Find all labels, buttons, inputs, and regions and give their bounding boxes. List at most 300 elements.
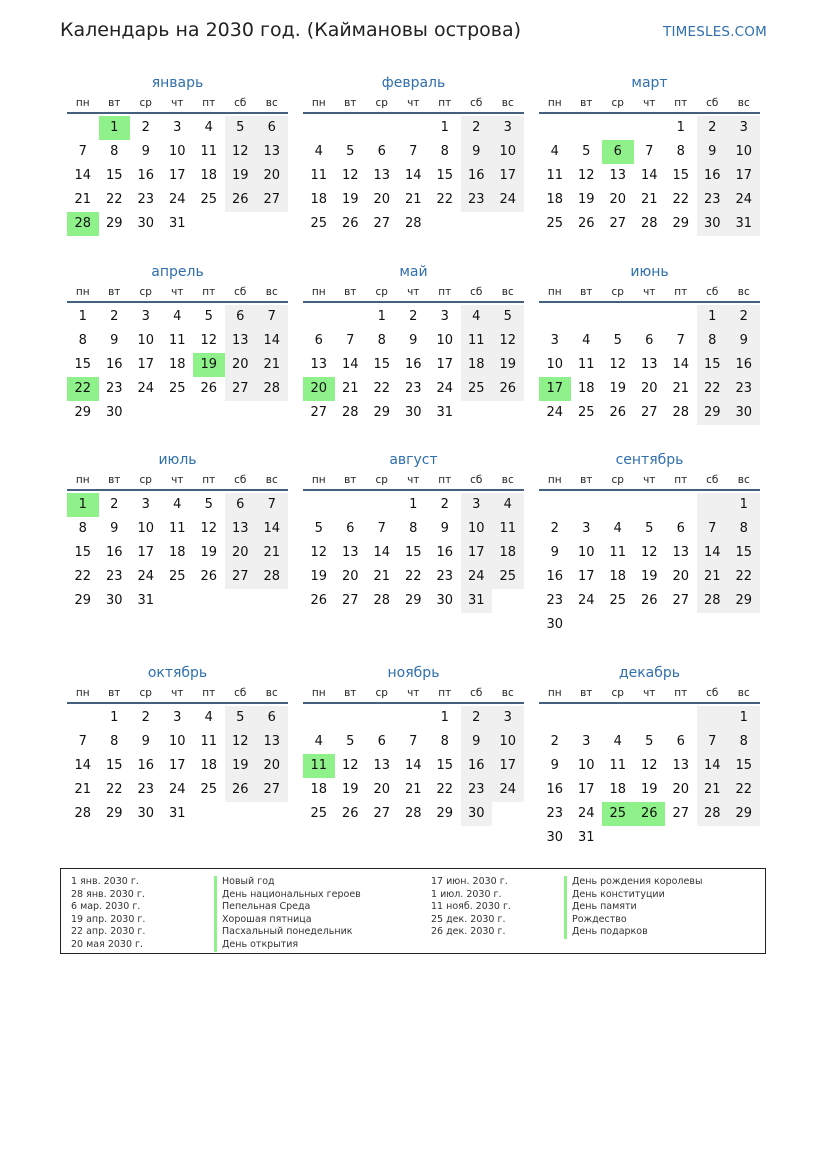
day-cell: 21: [672, 381, 690, 396]
day-cell: 28: [373, 593, 391, 608]
day-cell: 7: [346, 333, 355, 348]
weekday-label: чт: [643, 474, 656, 486]
legend-holiday-name: Хорошая пятница: [214, 914, 361, 927]
day-cell: 20: [256, 754, 288, 778]
holiday-legend: [60, 868, 766, 954]
empty-cell: [571, 706, 603, 730]
weekday-label: вт: [580, 286, 593, 298]
day-cell: 9: [141, 144, 150, 159]
day-cell: 10: [577, 758, 595, 773]
day-cell: 11: [609, 545, 627, 560]
day-cell: 30: [546, 830, 564, 845]
weekday-label: пн: [75, 474, 90, 486]
legend-holiday-name: День национальных героев: [214, 889, 361, 902]
day-cell: 28: [697, 802, 729, 826]
day-cell: 25: [461, 377, 493, 401]
empty-cell: [256, 401, 288, 425]
day-cell: 16: [404, 357, 422, 372]
day-cell: 16: [436, 545, 454, 560]
day-cell: 4: [173, 309, 182, 324]
day-cell: 11: [609, 758, 627, 773]
day-cell: 5: [492, 305, 524, 329]
legend-holiday-name: День открытия: [214, 939, 361, 952]
weekday-label: вт: [344, 474, 357, 486]
month-name: июнь: [630, 264, 669, 280]
day-cell: 14: [74, 758, 92, 773]
weekday-header: [303, 684, 524, 704]
day-cell: 11: [310, 168, 328, 183]
day-cell: 30: [404, 405, 422, 420]
empty-cell: [571, 613, 603, 637]
day-cell: 6: [256, 116, 288, 140]
day-cell: 6: [377, 734, 386, 749]
day-cell: 5: [645, 734, 654, 749]
day-cell: 24: [728, 188, 760, 212]
empty-cell: [366, 706, 398, 730]
day-cell: 18: [200, 758, 218, 773]
day-cell: 10: [168, 144, 186, 159]
weekday-header: [539, 94, 760, 114]
weekday-header: [67, 684, 288, 704]
day-cell: 13: [225, 517, 257, 541]
weekday-label: пт: [438, 97, 452, 109]
day-cell: 15: [436, 168, 454, 183]
empty-cell: [461, 401, 493, 425]
day-cell: 22: [105, 782, 123, 797]
day-cell: 26: [341, 806, 359, 821]
day-grid: [67, 706, 288, 826]
day-cell: 25: [200, 782, 218, 797]
weekday-header: [303, 471, 524, 491]
day-cell: 11: [168, 333, 186, 348]
day-cell: 8: [110, 734, 119, 749]
weekday-label: ср: [139, 286, 152, 298]
weekday-label: пт: [674, 286, 688, 298]
day-cell: 15: [74, 545, 92, 560]
weekday-label: сб: [706, 687, 719, 699]
day-cell: 4: [461, 305, 493, 329]
day-cell: 11: [200, 144, 218, 159]
weekday-label: ср: [375, 474, 388, 486]
weekday-label: вс: [737, 687, 750, 699]
day-cell: 7: [676, 333, 685, 348]
weekday-label: пт: [674, 97, 688, 109]
empty-cell: [492, 212, 524, 236]
weekday-label: вс: [737, 97, 750, 109]
day-cell: 27: [672, 593, 690, 608]
day-cell: 25: [310, 216, 328, 231]
day-cell: 19: [200, 545, 218, 560]
weekday-label: чт: [171, 474, 184, 486]
day-cell: 17: [577, 569, 595, 584]
empty-cell: [697, 826, 729, 850]
weekday-label: чт: [407, 687, 420, 699]
day-cell: 29: [728, 589, 760, 613]
day-cell: 1: [440, 120, 449, 135]
day-cell: 5: [346, 144, 355, 159]
day-cell: 1: [440, 710, 449, 725]
legend-date: 22 апр. 2030 г.: [71, 926, 146, 938]
weekday-label: пт: [438, 474, 452, 486]
legend-date: 28 янв. 2030 г.: [71, 888, 145, 900]
empty-cell: [335, 116, 367, 140]
day-cell: 13: [373, 758, 391, 773]
weekday-label: ср: [375, 97, 388, 109]
day-cell: 6: [256, 706, 288, 730]
day-cell: 18: [546, 192, 564, 207]
weekday-header: [67, 94, 288, 114]
day-cell: 20: [225, 541, 257, 565]
weekday-label: ср: [139, 97, 152, 109]
day-cell: 25: [200, 192, 218, 207]
day-cell: 1: [110, 710, 119, 725]
legend-date: 25 дек. 2030 г.: [431, 913, 506, 925]
weekday-label: пн: [547, 687, 562, 699]
day-cell: 29: [74, 593, 92, 608]
weekday-label: пт: [202, 286, 216, 298]
day-cell: 5: [225, 706, 257, 730]
weekday-label: сб: [470, 97, 483, 109]
day-cell: 21: [640, 192, 658, 207]
empty-cell: [366, 493, 398, 517]
day-cell: 12: [310, 545, 328, 560]
day-cell: 14: [74, 168, 92, 183]
day-cell: 6: [225, 493, 257, 517]
day-cell: 25: [310, 806, 328, 821]
weekday-label: пт: [674, 687, 688, 699]
weekday-label: чт: [171, 286, 184, 298]
weekday-label: пн: [311, 474, 326, 486]
day-cell: 29: [436, 806, 454, 821]
day-cell: 29: [728, 802, 760, 826]
weekday-label: вс: [265, 687, 278, 699]
day-cell: 21: [404, 192, 422, 207]
day-cell: 18: [609, 782, 627, 797]
day-cell: 11: [168, 521, 186, 536]
day-cell: 2: [110, 497, 119, 512]
day-cell: 15: [105, 168, 123, 183]
day-cell: 26: [310, 593, 328, 608]
day-cell: 16: [546, 782, 564, 797]
legend-holiday-name: Рождество: [564, 914, 702, 927]
empty-cell: [303, 116, 335, 140]
day-cell: 26: [200, 381, 218, 396]
day-cell: 21: [373, 569, 391, 584]
day-cell: 19: [341, 192, 359, 207]
day-cell: 21: [697, 778, 729, 802]
empty-cell: [571, 116, 603, 140]
day-cell: 15: [697, 353, 729, 377]
weekday-label: пт: [438, 687, 452, 699]
legend-holiday-name: День памяти: [564, 901, 702, 914]
day-cell: 3: [492, 706, 524, 730]
weekday-label: вс: [737, 286, 750, 298]
day-cell: 29: [373, 405, 391, 420]
weekday-label: вт: [108, 97, 121, 109]
day-grid: [67, 305, 288, 425]
legend-names-right: [564, 876, 702, 939]
day-cell: 3: [582, 734, 591, 749]
holiday-day: 1: [99, 116, 131, 140]
site-link[interactable]: TIMESLES.COM: [663, 24, 767, 40]
day-cell: 14: [672, 357, 690, 372]
day-cell: 29: [105, 806, 123, 821]
day-cell: 11: [546, 168, 564, 183]
day-grid: [539, 305, 760, 425]
day-cell: 23: [546, 593, 564, 608]
day-cell: 28: [404, 806, 422, 821]
day-cell: 30: [105, 593, 123, 608]
day-cell: 8: [110, 144, 119, 159]
day-cell: 29: [404, 593, 422, 608]
day-cell: 14: [640, 168, 658, 183]
day-cell: 26: [492, 377, 524, 401]
legend-date: 1 июл. 2030 г.: [431, 888, 502, 900]
day-cell: 12: [341, 758, 359, 773]
day-cell: 8: [78, 333, 87, 348]
weekday-label: сб: [470, 286, 483, 298]
day-cell: 4: [204, 710, 213, 725]
empty-cell: [162, 401, 194, 425]
weekday-label: пн: [547, 286, 562, 298]
day-cell: 24: [546, 405, 564, 420]
weekday-label: чт: [171, 97, 184, 109]
empty-cell: [571, 493, 603, 517]
holiday-day: 25: [602, 802, 634, 826]
day-cell: 9: [141, 734, 150, 749]
day-cell: 9: [110, 521, 119, 536]
month-block: [539, 449, 760, 637]
day-cell: 8: [728, 517, 760, 541]
weekday-label: ср: [611, 687, 624, 699]
day-cell: 11: [492, 517, 524, 541]
day-cell: 7: [409, 734, 418, 749]
day-cell: 30: [697, 212, 729, 236]
day-cell: 6: [225, 305, 257, 329]
day-cell: 21: [404, 782, 422, 797]
empty-cell: [539, 116, 571, 140]
weekday-label: ср: [139, 687, 152, 699]
day-cell: 19: [310, 569, 328, 584]
day-cell: 16: [546, 569, 564, 584]
day-cell: 25: [577, 405, 595, 420]
day-cell: 16: [461, 164, 493, 188]
day-cell: 30: [137, 216, 155, 231]
empty-cell: [193, 212, 225, 236]
empty-cell: [634, 493, 666, 517]
day-cell: 7: [78, 144, 87, 159]
day-cell: 23: [728, 377, 760, 401]
day-cell: 24: [137, 569, 155, 584]
day-cell: 5: [645, 521, 654, 536]
day-cell: 20: [373, 192, 391, 207]
day-cell: 9: [697, 140, 729, 164]
day-cell: 18: [310, 782, 328, 797]
day-cell: 1: [676, 120, 685, 135]
holiday-day: 6: [602, 140, 634, 164]
month-name: январь: [151, 75, 204, 91]
month-block: [303, 449, 524, 613]
day-cell: 29: [74, 405, 92, 420]
day-cell: 13: [256, 140, 288, 164]
day-cell: 18: [461, 353, 493, 377]
day-cell: 4: [613, 521, 622, 536]
day-cell: 29: [697, 401, 729, 425]
empty-cell: [461, 212, 493, 236]
day-cell: 3: [461, 493, 493, 517]
day-cell: 3: [173, 120, 182, 135]
day-cell: 12: [492, 329, 524, 353]
day-cell: 4: [550, 144, 559, 159]
day-cell: 25: [609, 593, 627, 608]
empty-cell: [130, 401, 162, 425]
day-cell: 31: [168, 216, 186, 231]
day-cell: 12: [640, 545, 658, 560]
legend-holiday-name: День подарков: [564, 926, 702, 939]
empty-cell: [225, 802, 257, 826]
day-cell: 26: [577, 216, 595, 231]
day-cell: 30: [461, 802, 493, 826]
day-cell: 8: [728, 730, 760, 754]
day-cell: 5: [346, 734, 355, 749]
month-name: март: [631, 75, 668, 91]
day-cell: 30: [728, 401, 760, 425]
day-grid: [303, 116, 524, 236]
day-cell: 24: [168, 192, 186, 207]
day-cell: 28: [341, 405, 359, 420]
day-cell: 9: [409, 333, 418, 348]
legend-holiday-name: Пасхальный понедельник: [214, 926, 361, 939]
day-cell: 27: [640, 405, 658, 420]
weekday-header: [67, 283, 288, 303]
day-cell: 22: [728, 565, 760, 589]
day-grid: [539, 493, 760, 637]
day-cell: 15: [74, 357, 92, 372]
day-cell: 27: [256, 188, 288, 212]
day-cell: 21: [74, 782, 92, 797]
weekday-label: ср: [611, 286, 624, 298]
weekday-label: пт: [202, 97, 216, 109]
day-cell: 2: [550, 734, 559, 749]
day-cell: 4: [314, 734, 323, 749]
day-cell: 17: [492, 754, 524, 778]
weekday-label: сб: [234, 97, 247, 109]
day-cell: 10: [137, 521, 155, 536]
month-name: ноябрь: [387, 665, 440, 681]
day-cell: 30: [105, 405, 123, 420]
day-cell: 24: [137, 381, 155, 396]
empty-cell: [634, 116, 666, 140]
empty-cell: [67, 116, 99, 140]
day-cell: 29: [105, 216, 123, 231]
day-cell: 20: [672, 569, 690, 584]
day-cell: 5: [204, 309, 213, 324]
empty-cell: [256, 589, 288, 613]
weekday-label: вс: [265, 286, 278, 298]
day-cell: 21: [341, 381, 359, 396]
day-cell: 21: [74, 192, 92, 207]
day-cell: 24: [492, 188, 524, 212]
day-cell: 14: [404, 168, 422, 183]
empty-cell: [602, 305, 634, 329]
weekday-label: сб: [706, 286, 719, 298]
day-cell: 5: [225, 116, 257, 140]
empty-cell: [335, 305, 367, 329]
day-cell: 7: [697, 517, 729, 541]
empty-cell: [225, 212, 257, 236]
month-name: сентябрь: [615, 452, 684, 468]
empty-cell: [602, 116, 634, 140]
day-cell: 28: [672, 405, 690, 420]
day-cell: 25: [492, 565, 524, 589]
weekday-label: вт: [344, 286, 357, 298]
weekday-label: ср: [139, 474, 152, 486]
empty-cell: [728, 826, 760, 850]
day-cell: 30: [137, 806, 155, 821]
day-cell: 27: [609, 216, 627, 231]
weekday-label: сб: [234, 687, 247, 699]
day-cell: 16: [697, 164, 729, 188]
day-cell: 15: [436, 758, 454, 773]
weekday-label: вт: [344, 97, 357, 109]
day-cell: 1: [728, 706, 760, 730]
empty-cell: [398, 706, 430, 730]
day-cell: 5: [613, 333, 622, 348]
day-cell: 12: [640, 758, 658, 773]
day-cell: 23: [137, 192, 155, 207]
legend-holiday-name: Пепельная Среда: [214, 901, 361, 914]
day-cell: 15: [728, 754, 760, 778]
day-cell: 22: [436, 192, 454, 207]
day-cell: 12: [577, 168, 595, 183]
day-cell: 13: [373, 168, 391, 183]
day-cell: 16: [728, 353, 760, 377]
weekday-label: ср: [375, 286, 388, 298]
day-cell: 1: [409, 497, 418, 512]
weekday-label: вт: [580, 474, 593, 486]
day-cell: 12: [225, 140, 257, 164]
day-cell: 26: [225, 778, 257, 802]
month-block: [67, 72, 288, 236]
legend-date: 11 нояб. 2030 г.: [431, 901, 511, 913]
weekday-label: вт: [108, 687, 121, 699]
weekday-label: вт: [108, 474, 121, 486]
empty-cell: [193, 401, 225, 425]
day-cell: 7: [409, 144, 418, 159]
day-grid: [67, 493, 288, 613]
day-cell: 22: [697, 377, 729, 401]
empty-cell: [256, 802, 288, 826]
day-cell: 15: [105, 758, 123, 773]
empty-cell: [162, 589, 194, 613]
day-cell: 14: [404, 758, 422, 773]
day-cell: 27: [341, 593, 359, 608]
empty-cell: [602, 493, 634, 517]
day-cell: 24: [436, 381, 454, 396]
day-cell: 19: [225, 164, 257, 188]
weekday-label: чт: [643, 687, 656, 699]
weekday-label: вс: [501, 286, 514, 298]
legend-date: 20 мая 2030 г.: [71, 938, 144, 950]
day-cell: 7: [78, 734, 87, 749]
day-cell: 21: [256, 353, 288, 377]
empty-cell: [602, 706, 634, 730]
empty-cell: [634, 706, 666, 730]
legend-holiday-name: День конституции: [564, 889, 702, 902]
empty-cell: [665, 493, 697, 517]
day-cell: 15: [728, 541, 760, 565]
month-block: [303, 662, 524, 826]
